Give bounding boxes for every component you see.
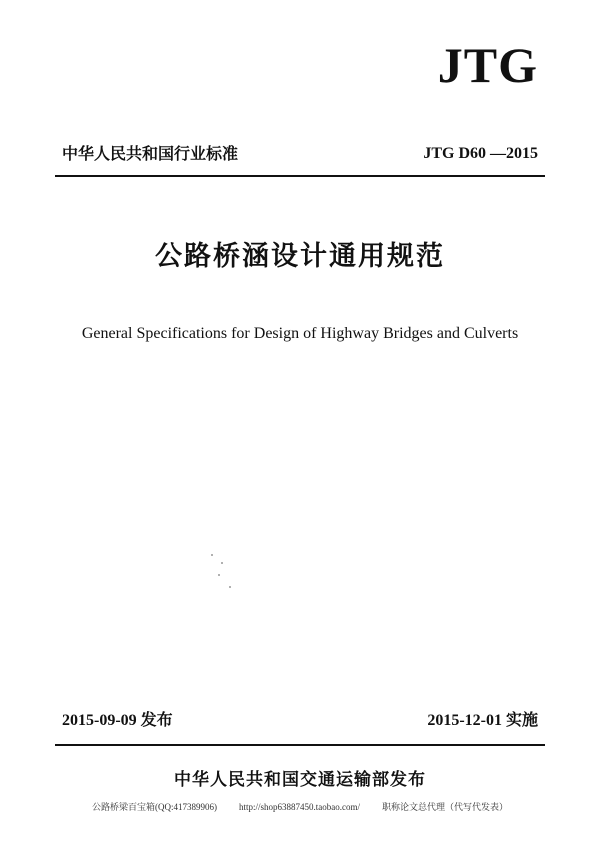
issue-date: 2015-09-09 发布 xyxy=(62,712,173,729)
watermark-qq: 公路桥梁百宝箱(QQ:417389906) xyxy=(91,802,217,812)
standard-category: 中华人民共和国行业标准 xyxy=(62,144,239,163)
scan-speck xyxy=(218,574,220,576)
document-title-chinese: 公路桥涵设计通用规范 xyxy=(155,241,445,272)
bottom-divider xyxy=(55,744,545,746)
watermark-service: 职称论文总代理（代写代发表） xyxy=(381,802,508,812)
scan-speck xyxy=(229,586,231,588)
effective-date: 2015-12-01 实施 xyxy=(427,712,538,729)
watermark-line xyxy=(0,803,600,812)
scan-speck xyxy=(221,562,223,564)
publisher: 中华人民共和国交通运输部发布 xyxy=(174,770,426,790)
jtg-logo: JTG xyxy=(437,37,538,93)
top-divider xyxy=(55,175,545,177)
document-title-english: General Specifications for Design of Highway Bridges and Culverts xyxy=(81,325,519,342)
watermark-url: http://shop63887450.taobao.com/ xyxy=(238,802,360,812)
standard-code: JTG D60 —2015 xyxy=(423,145,538,162)
scan-speck xyxy=(211,554,213,556)
